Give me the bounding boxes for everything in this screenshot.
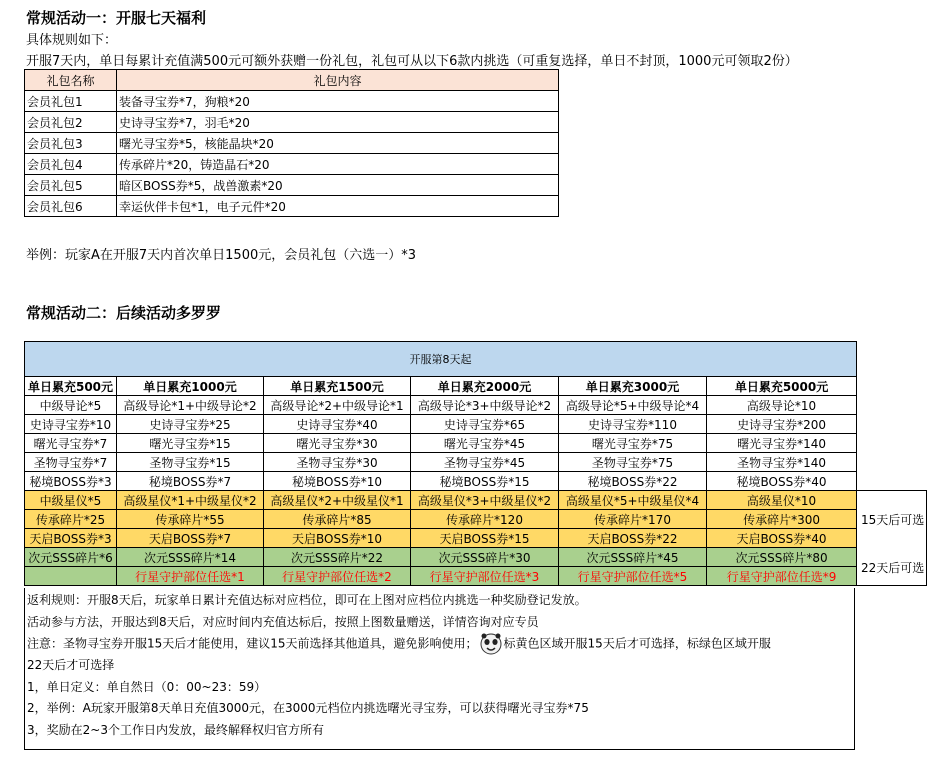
section2-title: 常规活动二：后续活动多罗罗 [26,304,222,322]
table-row-green [25,548,857,567]
section1-example: 举例：玩家A在开服7天内首次单日1500元，会员礼包（六选一）*3 [26,248,417,263]
reward-cell: 天启BOSS券*40 [707,529,857,548]
reward-cell: 圣物寻宝券*45 [411,453,559,472]
tier-header: 单日累充1000元 [117,377,264,396]
reward-cell: 行星守护部位任选*1 [117,567,264,586]
reward-cell: 高级导论*1+中级导论*2 [117,396,264,415]
reward-cell: 圣物寻宝券*30 [264,453,411,472]
table-banner: 开服第8天起 [25,342,857,377]
pack-name: 会员礼包6 [25,196,117,217]
reward-cell: 秘境BOSS券*40 [707,472,857,491]
rules-box [24,588,855,750]
section1-subtitle: 具体规则如下： [26,33,118,48]
reward-cell: 传承碎片*120 [411,510,559,529]
table-header-row [25,70,559,91]
reward-cell: 传承碎片*25 [25,510,117,529]
rule-line: 活动参与方法，开服达到8天后，对应时间内充值达标后，按照上图数量赠送，详情咨询对应专员 [27,614,539,629]
reward-cell: 秘境BOSS券*7 [117,472,264,491]
recharge-reward-table [24,341,857,586]
reward-cell: 次元SSS碎片*14 [117,548,264,567]
reward-cell: 传承碎片*55 [117,510,264,529]
reward-cell: 史诗寻宝券*25 [117,415,264,434]
reward-cell: 曙光寻宝券*75 [559,434,707,453]
pack-name: 会员礼包1 [25,91,117,112]
reward-cell: 秘境BOSS券*22 [559,472,707,491]
gift-pack-table [24,69,559,217]
panda-emoji-icon [480,633,502,655]
note-green: 22天后可选 [861,561,925,575]
pack-content: 传承碎片*20，铸造晶石*20 [117,154,559,175]
table-row [25,91,559,112]
table-row-green [25,567,857,586]
table-row-yellow [25,529,857,548]
header-pack-content: 礼包内容 [117,70,559,91]
reward-cell: 次元SSS碎片*80 [707,548,857,567]
reward-cell: 中级星仪*5 [25,491,117,510]
reward-cell: 曙光寻宝券*140 [707,434,857,453]
reward-cell: 史诗寻宝券*40 [264,415,411,434]
pack-content: 幸运伙伴卡包*1，电子元件*20 [117,196,559,217]
tier-header: 单日累充500元 [25,377,117,396]
section1-title: 常规活动一：开服七天福利 [26,9,207,27]
reward-cell: 高级星仪*1+中级星仪*2 [117,491,264,510]
reward-cell: 曙光寻宝券*45 [411,434,559,453]
pack-content: 暗区BOSS券*5，战兽激素*20 [117,175,559,196]
reward-cell: 高级导论*2+中级导论*1 [264,396,411,415]
reward-cell: 行星守护部位任选*5 [559,567,707,586]
reward-cell: 曙光寻宝券*15 [117,434,264,453]
reward-cell: 中级导论*5 [25,396,117,415]
rule-line-with-emoji [27,633,852,655]
tier-header: 单日累充2000元 [411,377,559,396]
rule-line: 3，奖励在2~3个工作日内发放，最终解释权归官方所有 [27,722,324,737]
table-row-yellow [25,510,857,529]
reward-cell: 高级星仪*2+中级星仪*1 [264,491,411,510]
reward-cell: 次元SSS碎片*30 [411,548,559,567]
reward-cell: 传承碎片*170 [559,510,707,529]
rule-text: 注意：圣物寻宝券开服15天后才能使用，建议15天前选择其他道具，避免影响使用； [27,636,478,651]
reward-cell: 天启BOSS券*3 [25,529,117,548]
reward-cell: 圣物寻宝券*7 [25,453,117,472]
reward-cell: 高级星仪*3+中级星仪*2 [411,491,559,510]
pack-name: 会员礼包2 [25,112,117,133]
table-row [25,112,559,133]
reward-cell: 曙光寻宝券*30 [264,434,411,453]
rule-line: 22天后才可选择 [27,658,115,672]
reward-cell: 天启BOSS券*22 [559,529,707,548]
table-row [25,434,857,453]
rule-text: 标黄色区域开服15天后才可选择，标绿色区域开服 [503,636,771,651]
reward-cell: 秘境BOSS券*10 [264,472,411,491]
reward-cell: 史诗寻宝券*110 [559,415,707,434]
reward-cell: 高级导论*10 [707,396,857,415]
reward-cell: 史诗寻宝券*65 [411,415,559,434]
reward-cell: 传承碎片*300 [707,510,857,529]
section1-rule: 开服7天内，单日每累计充值满500元可额外获赠一份礼包，礼包可从以下6款内挑选（可重复选择，单日不封顶，1000元可领取2份） [26,54,798,69]
reward-cell: 次元SSS碎片*45 [559,548,707,567]
reward-cell: 史诗寻宝券*10 [25,415,117,434]
reward-cell: 圣物寻宝券*140 [707,453,857,472]
pack-content: 史诗寻宝券*7，羽毛*20 [117,112,559,133]
reward-cell: 天启BOSS券*15 [411,529,559,548]
note-yellow: 15天后可选 [861,513,925,527]
reward-cell: 高级导论*3+中级导论*2 [411,396,559,415]
table-row [25,472,857,491]
reward-cell: 秘境BOSS券*15 [411,472,559,491]
table-row-yellow [25,491,857,510]
reward-cell: 高级导论*5+中级导论*4 [559,396,707,415]
reward-cell: 传承碎片*85 [264,510,411,529]
rule-line: 2，举例：A玩家开服第8天单日充值3000元，在3000元档位内挑选曙光寻宝券，可以获得曙光寻宝券*75 [27,701,589,715]
pack-content: 装备寻宝券*7，狗粮*20 [117,91,559,112]
reward-cell: 高级星仪*10 [707,491,857,510]
reward-cell: 圣物寻宝券*75 [559,453,707,472]
reward-cell: 天启BOSS券*10 [264,529,411,548]
table-row [25,453,857,472]
reward-cell: 行星守护部位任选*9 [707,567,857,586]
reward-cell: 天启BOSS券*7 [117,529,264,548]
reward-cell: 高级星仪*5+中级星仪*4 [559,491,707,510]
table-row [25,415,857,434]
reward-cell: 行星守护部位任选*2 [264,567,411,586]
table-row [25,196,559,217]
reward-cell [25,567,117,586]
pack-name: 会员礼包4 [25,154,117,175]
reward-cell: 次元SSS碎片*22 [264,548,411,567]
tier-header: 单日累充5000元 [707,377,857,396]
reward-cell: 次元SSS碎片*6 [25,548,117,567]
reward-cell: 秘境BOSS券*3 [25,472,117,491]
header-pack-name: 礼包名称 [25,70,117,91]
table-row [25,154,559,175]
tier-header: 单日累充1500元 [264,377,411,396]
reward-cell: 行星守护部位任选*3 [411,567,559,586]
table-row [25,396,857,415]
pack-content: 曙光寻宝券*5，核能晶块*20 [117,133,559,154]
table-row [25,133,559,154]
reward-cell: 圣物寻宝券*15 [117,453,264,472]
table-header-row [25,377,857,396]
pack-name: 会员礼包3 [25,133,117,154]
rule-line: 返利规则：开服8天后，玩家单日累计充值达标对应档位，即可在上图对应档位内挑选一种奖励登记发放。 [27,593,587,607]
tier-header: 单日累充3000元 [559,377,707,396]
pack-name: 会员礼包5 [25,175,117,196]
reward-cell: 曙光寻宝券*7 [25,434,117,453]
reward-cell: 史诗寻宝券*200 [707,415,857,434]
banner-row [25,342,857,377]
rule-line: 1，单日定义：单自然日（0：00~23：59） [27,679,267,694]
table-row [25,175,559,196]
